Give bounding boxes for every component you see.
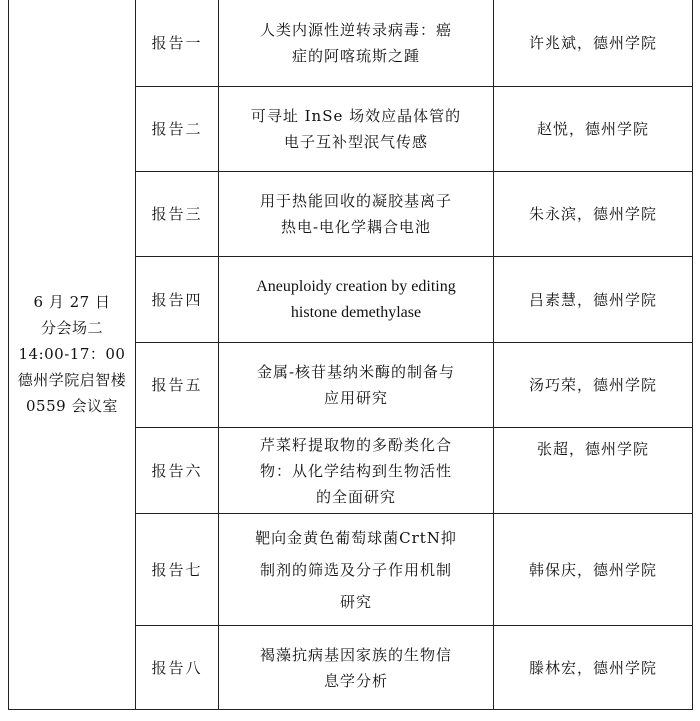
session-time: 14:00-17：00 [18, 345, 126, 363]
report-title: 靶向金黄色葡萄球菌CrtN抑 制剂的筛选及分子作用机制 研究 [219, 514, 494, 626]
report-title: 芹菜籽提取物的多酚类化合 物：从化学结构到生物活性 的全面研究 [219, 428, 494, 514]
report-label: 报告一 [136, 0, 219, 87]
report-title: 人类内源性逆转录病毒：癌 症的阿喀琉斯之踵 [219, 0, 494, 87]
session-info-cell [9, 0, 136, 710]
report-speaker: 赵悦，德州学院 [494, 87, 693, 172]
report-speaker: 韩保庆，德州学院 [494, 514, 693, 626]
schedule-table [8, 0, 693, 710]
report-label: 报告四 [136, 257, 219, 343]
report-label: 报告三 [136, 172, 219, 257]
report-speaker: 张超，德州学院 [494, 428, 693, 514]
table-row [9, 0, 693, 87]
report-label: 报告七 [136, 514, 219, 626]
session-date: 6 月 27 日 [33, 293, 111, 311]
report-title: 用于热能回收的凝胶基离子 热电-电化学耦合电池 [219, 172, 494, 257]
report-title: Aneuploidy creation by editing histone demethylase [219, 257, 494, 343]
report-label: 报告六 [136, 428, 219, 514]
report-label: 报告八 [136, 626, 219, 710]
session-location: 德州学院启智楼 0559 会议室 [17, 371, 127, 415]
report-title: 褐藻抗病基因家族的生物信 息学分析 [219, 626, 494, 710]
report-speaker: 滕林宏，德州学院 [494, 626, 693, 710]
report-speaker: 吕素慧，德州学院 [494, 257, 693, 343]
report-label: 报告五 [136, 343, 219, 428]
report-title: 金属-核苷基纳米酶的制备与 应用研究 [219, 343, 494, 428]
session-venue: 分会场二 [40, 319, 103, 337]
report-speaker: 汤巧荣，德州学院 [494, 343, 693, 428]
report-label: 报告二 [136, 87, 219, 172]
report-title: 可寻址 InSe 场效应晶体管的 电子互补型泯气传感 [219, 87, 494, 172]
report-speaker: 朱永滨，德州学院 [494, 172, 693, 257]
report-speaker: 许兆斌，德州学院 [494, 0, 693, 87]
